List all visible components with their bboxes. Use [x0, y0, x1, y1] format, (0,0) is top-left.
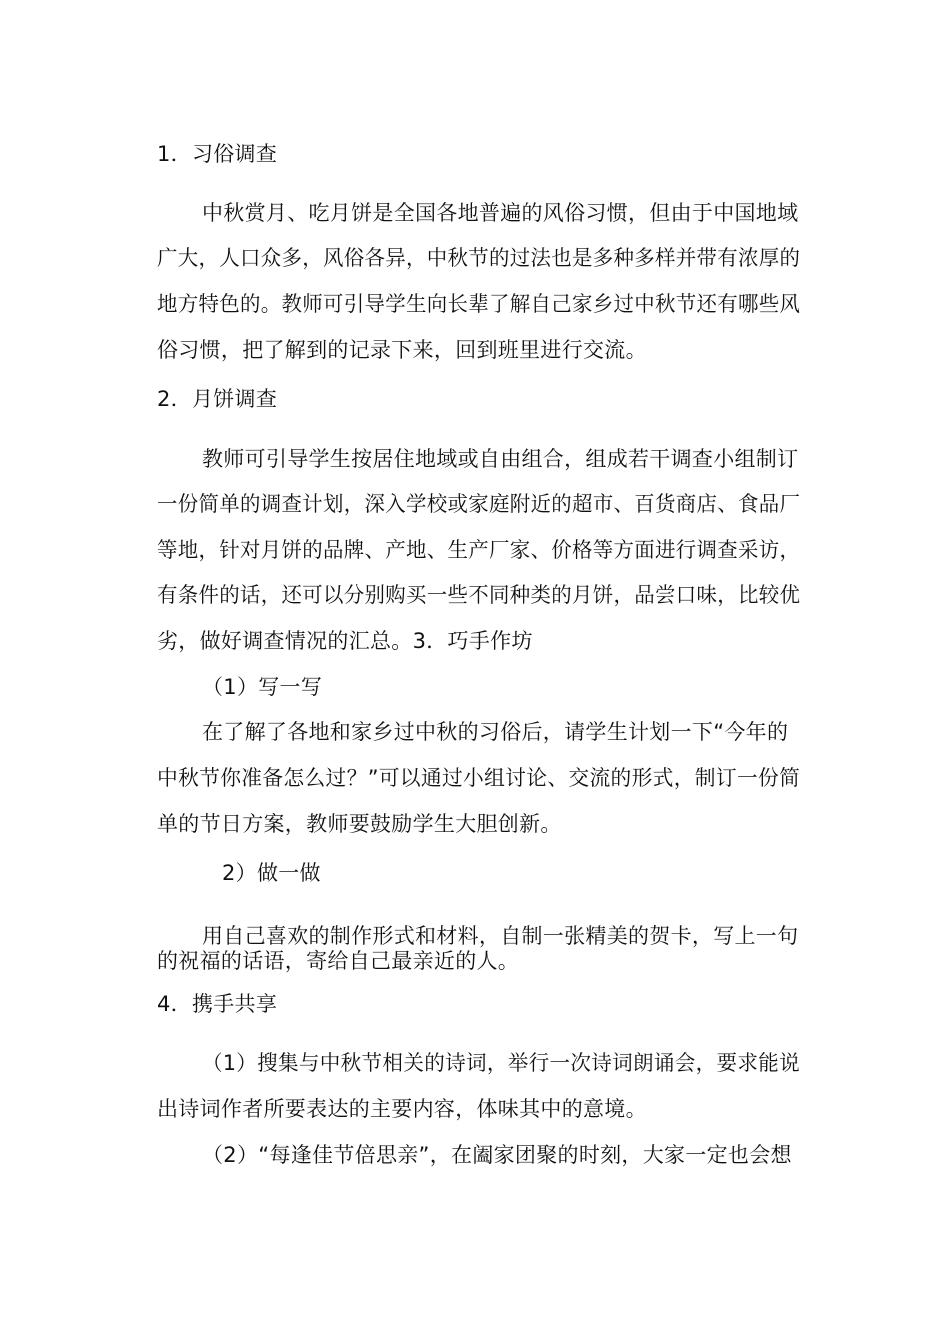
paragraph-line: 单的节日方案，教师要鼓励学生大胆创新。 — [157, 812, 562, 836]
section-heading: 2．月饼调查 — [157, 387, 278, 411]
paragraph-line: 中秋赏月、吃月饼是全国各地普遍的风俗习惯，但由于中国地域 — [202, 201, 799, 225]
paragraph-line: 的祝福的话语，寄给自己最亲近的人。 — [157, 949, 520, 973]
paragraph-line: （1）搜集与中秋节相关的诗词，举行一次诗词朗诵会，要求能说 — [202, 1051, 801, 1075]
paragraph-line: 地方特色的。教师可引导学生向长辈了解自己家乡过中秋节还有哪些风 — [157, 292, 801, 316]
paragraph-line: 一份简单的调查计划，深入学校或家庭附近的超市、百货商店、食品厂 — [157, 492, 801, 516]
section-heading: 4．携手共享 — [157, 992, 278, 1016]
paragraph-line: 出诗词作者所要表达的主要内容，体味其中的意境。 — [157, 1097, 647, 1121]
paragraph-line: 有条件的话，还可以分别购买一些不同种类的月饼，品尝口味，比较优 — [157, 583, 801, 607]
paragraph-line: 在了解了各地和家乡过中秋的习俗后，请学生计划一下“今年的 — [202, 720, 789, 744]
paragraph-line: （2）“每逢佳节倍思亲”，在阖家团聚的时刻，大家一定也会想 — [202, 1143, 792, 1167]
paragraph-line: 广大，人口众多，风俗各异，中秋节的过法也是多种多样并带有浓厚的 — [157, 246, 801, 270]
section-heading: 1．习俗调查 — [157, 142, 278, 166]
paragraph-line: 等地，针对月饼的品牌、产地、生产厂家、价格等方面进行调查采访， — [157, 538, 801, 562]
paragraph-line: 俗习惯，把了解到的记录下来，回到班里进行交流。 — [157, 338, 647, 362]
paragraph-line: 中秋节你准备怎么过？”可以通过小组讨论、交流的形式，制订一份简 — [157, 766, 801, 790]
subsection-heading: （1）写一写 — [202, 675, 323, 699]
paragraph-line: 教师可引导学生按居住地域或自由组合，组成若干调查小组制订 — [202, 447, 799, 471]
paragraph-line: 劣，做好调查情况的汇总。3．巧手作坊 — [157, 629, 533, 653]
paragraph-line: 用自己喜欢的制作形式和材料，自制一张精美的贺卡，写上一句 — [202, 924, 799, 948]
subsection-heading: 2）做一做 — [222, 861, 321, 885]
